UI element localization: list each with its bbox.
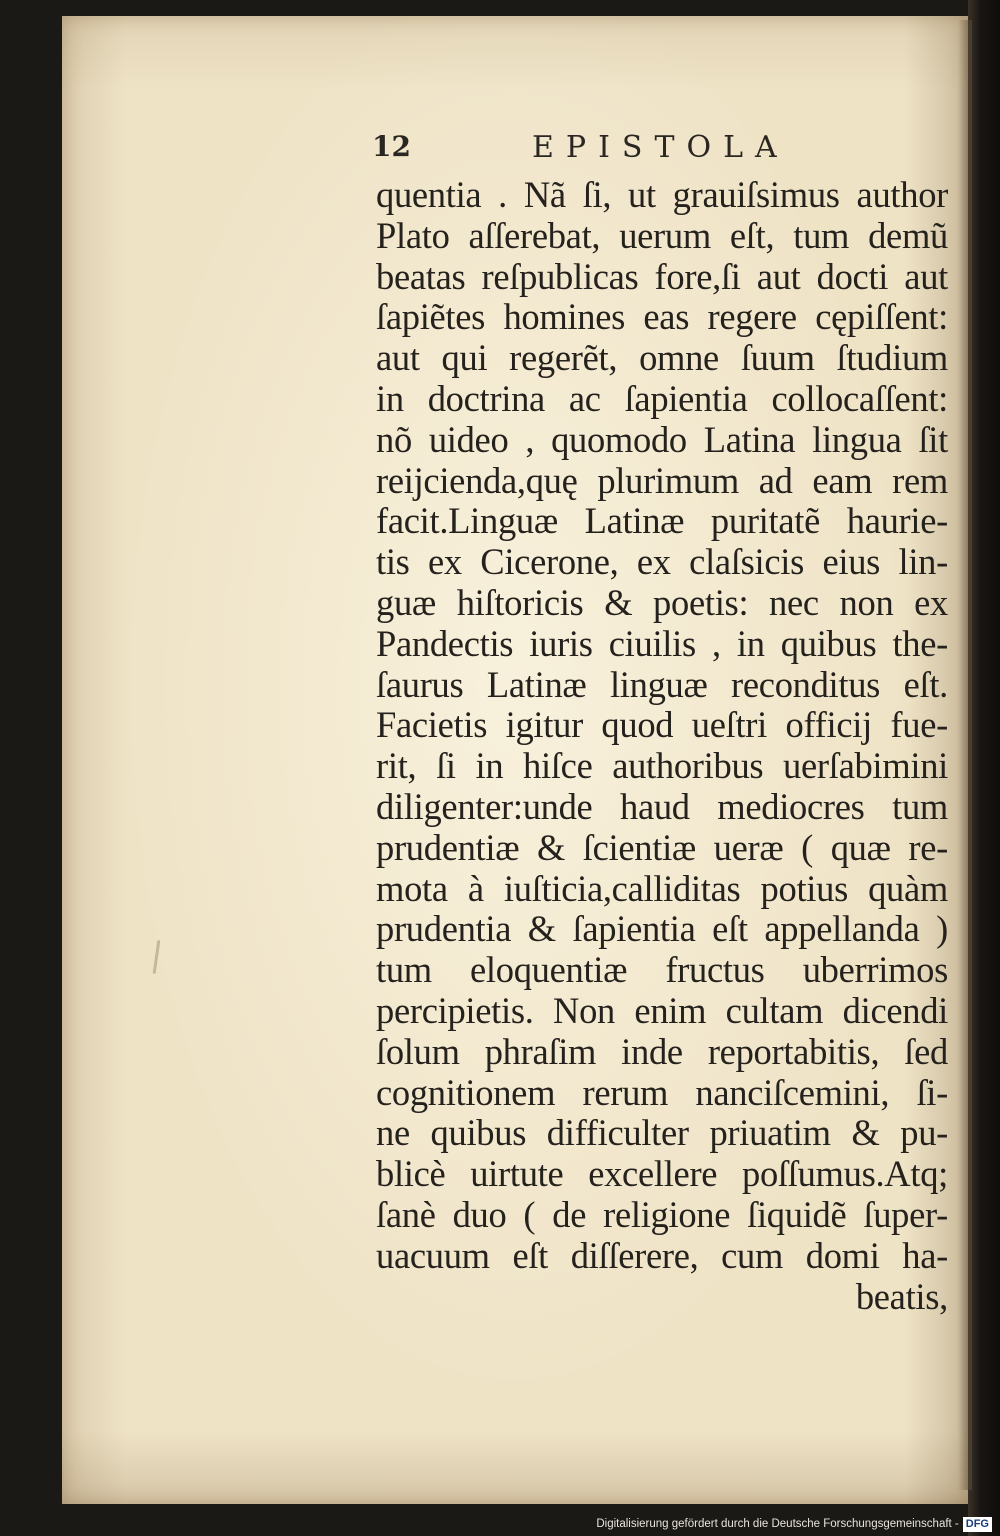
catchword: beatis, — [855, 1275, 948, 1317]
text-line: Plato aſſerebat, uerum eſt, tum demũ — [376, 214, 948, 256]
text-line: ſolum phraſim inde reportabitis, ſed — [376, 1030, 948, 1072]
page-header — [372, 130, 952, 170]
text-line: ne quibus difficulter priuatim & pu- — [376, 1112, 948, 1154]
dfg-logo-icon: DFG — [963, 1517, 992, 1532]
text-line: quentia . Nã ſi, ut grauiſsimus author — [376, 174, 948, 215]
book-spine — [968, 0, 1000, 1536]
text-line: blicè uirtute excellere poſſumus.Atq; — [376, 1153, 948, 1195]
body-text — [376, 175, 948, 1317]
text-line: Facietis igitur quod ueſtri officij fue- — [376, 704, 948, 746]
text-line: ſapiẽtes homines eas regere cępiſſent: — [376, 296, 948, 338]
running-head: EPISTOLA — [532, 130, 789, 165]
text-line: in doctrina ac ſapientia collocaſſent: — [376, 377, 948, 419]
text-line: guæ hiſtoricis & poetis: nec non ex — [376, 581, 948, 623]
folio-number: 12 — [372, 130, 411, 163]
text-line: Pandectis iuris ciuilis , in quibus the- — [376, 622, 948, 664]
text-line: ſanè duo ( de religione ſiquidẽ ſuper- — [376, 1193, 948, 1235]
text-line: mota à iuſticia,calliditas potius quàm — [376, 867, 948, 909]
text-line: aut qui regerẽt, omne ſuum ſtudium — [376, 337, 948, 379]
text-line: uacuum eſt diſſerere, cum domi ha- — [376, 1234, 948, 1276]
text-line: prudentia & ſapientia eſt appellanda ) — [376, 908, 948, 950]
text-line: nõ uideo , quomodo Latina lingua ſit — [376, 418, 948, 460]
text-line: rit, ſi in hiſce authoribus uerſabimini — [376, 745, 948, 787]
text-line: prudentiæ & ſcientiæ ueræ ( quæ re- — [376, 826, 948, 868]
text-line: reijcienda,quę plurimum ad eam rem — [376, 459, 948, 501]
digitization-footer — [596, 1515, 992, 1533]
text-line: facit.Linguæ Latinæ puritatẽ haurie- — [376, 500, 948, 542]
page-gutter-shadow — [958, 20, 972, 1490]
text-line: tis ex Cicerone, ex claſsicis eius lin- — [376, 541, 948, 583]
text-line: ſaurus Latinæ linguæ reconditus eſt. — [376, 663, 948, 705]
text-line: percipietis. Non enim cultam dicendi — [376, 989, 948, 1031]
text-line: beatas reſpublicas fore,ſi aut docti aut — [376, 255, 948, 297]
text-line: cognitionem rerum nanciſcemini, ſi- — [376, 1071, 948, 1113]
funding-credit: Digitalisierung gefördert durch die Deutsche Forschungsgemeinschaft - — [596, 1518, 959, 1530]
text-line: tum eloquentiæ fructus uberrimos — [376, 949, 948, 991]
text-line: diligenter:unde haud mediocres tum — [376, 785, 948, 827]
